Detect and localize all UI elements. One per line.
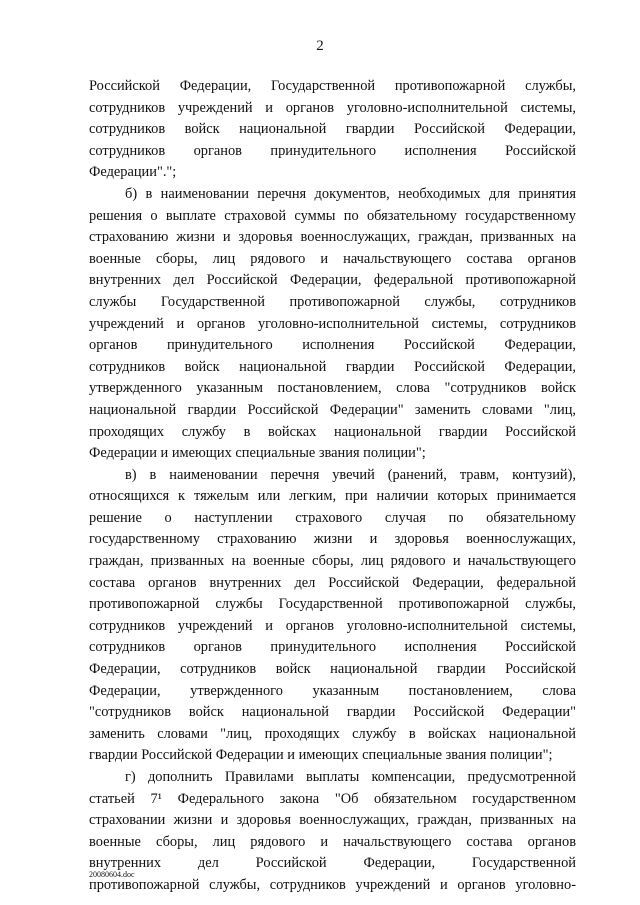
text-line: г) дополнить Правилами выплаты компенсации, предусмотренной [125, 769, 576, 785]
text-line: Федерации, сотрудников войск национальной гвардии Российской [89, 661, 576, 678]
text-line: граждан, призванных на военные сборы, лиц рядового и начальствующего [89, 553, 576, 570]
text-line: сотрудников учреждений и органов уголовно-исполнительной системы, [89, 617, 576, 634]
text-line: гвардии Российской Федерации и имеющих специальные звания полиции"; [89, 747, 553, 764]
page-number: 2 [316, 38, 324, 54]
text-line: органов принудительного исполнения Российской Федерации, [89, 337, 576, 354]
text-line: противопожарной службы, сотрудников учреждений и органов уголовно- [89, 876, 576, 893]
text-line: "сотрудников войск национальной гвардии Российской Федерации" [89, 704, 576, 721]
text-line: государственному страхованию жизни и здоровья военнослужащих, [89, 531, 576, 548]
text-line: службы Государственной противопожарной службы, сотрудников [89, 293, 576, 310]
text-line: национальной гвардии Российской Федерации" заменить словами "лиц, [89, 401, 576, 418]
text-line: решение о наступлении страхового случая по обязательному [89, 509, 576, 526]
text-line: страхованию жизни и здоровья военнослужащих, граждан, призванных на [89, 229, 576, 246]
text-line: в) в наименовании перечня увечий (ранений, травм, контузий), [125, 466, 576, 483]
text-line: противопожарной службы Государственной противопожарной службы, [89, 596, 576, 613]
text-line: сотрудников органов принудительного исполнения Российской [89, 142, 576, 159]
text-line: заменить словами "лиц, проходящих службу в войсках национальной [89, 725, 576, 742]
text-line: Российской Федерации, Государственной противопожарной службы, [89, 78, 576, 94]
text-line: внутренних дел Российской Федерации, федеральной противопожарной [89, 272, 576, 289]
text-line: сотрудников войск национальной гвардии Российской Федерации, [89, 358, 576, 375]
text-line: решения о выплате страховой суммы по обязательному государственному [89, 207, 576, 224]
text-line: военные сборы, лиц рядового и начальствующего состава органов [89, 250, 576, 267]
document-filename: 20080604.doc [89, 870, 135, 879]
text-line: военные сборы, лиц рядового и начальствующего состава органов [89, 833, 576, 850]
text-line: учреждений и органов уголовно-исполнительной системы, сотрудников [89, 315, 576, 332]
text-line: сотрудников учреждений и органов уголовно-исполнительной системы, [89, 99, 576, 116]
text-line: утвержденного указанным постановлением, слова "сотрудников войск [89, 380, 576, 397]
text-line: проходящих службу в войсках национальной гвардии Российской [89, 423, 576, 440]
text-line: относящихся к тяжелым или легким, при наличии которых принимается [89, 488, 576, 505]
text-line: сотрудников войск национальной гвардии Российской Федерации, [89, 121, 576, 138]
text-line: Федерации, утвержденного указанным постановлением, слова [89, 682, 576, 699]
text-line: страховании жизни и здоровья военнослужащих, граждан, призванных на [89, 812, 576, 829]
document-body [89, 76, 576, 897]
text-line: б) в наименовании перечня документов, необходимых для принятия [125, 185, 576, 202]
text-line: статьей 7¹ Федерального закона "Об обязательном государственном [89, 790, 576, 807]
text-line: Федерации и имеющих специальные звания полиции"; [89, 445, 426, 462]
text-line: Федерации"."; [89, 164, 177, 181]
text-line: сотрудников органов принудительного исполнения Российской [89, 639, 576, 656]
text-line: состава органов внутренних дел Российской Федерации, федеральной [89, 574, 576, 591]
text-line: внутренних дел Российской Федерации, Государственной [89, 855, 576, 872]
